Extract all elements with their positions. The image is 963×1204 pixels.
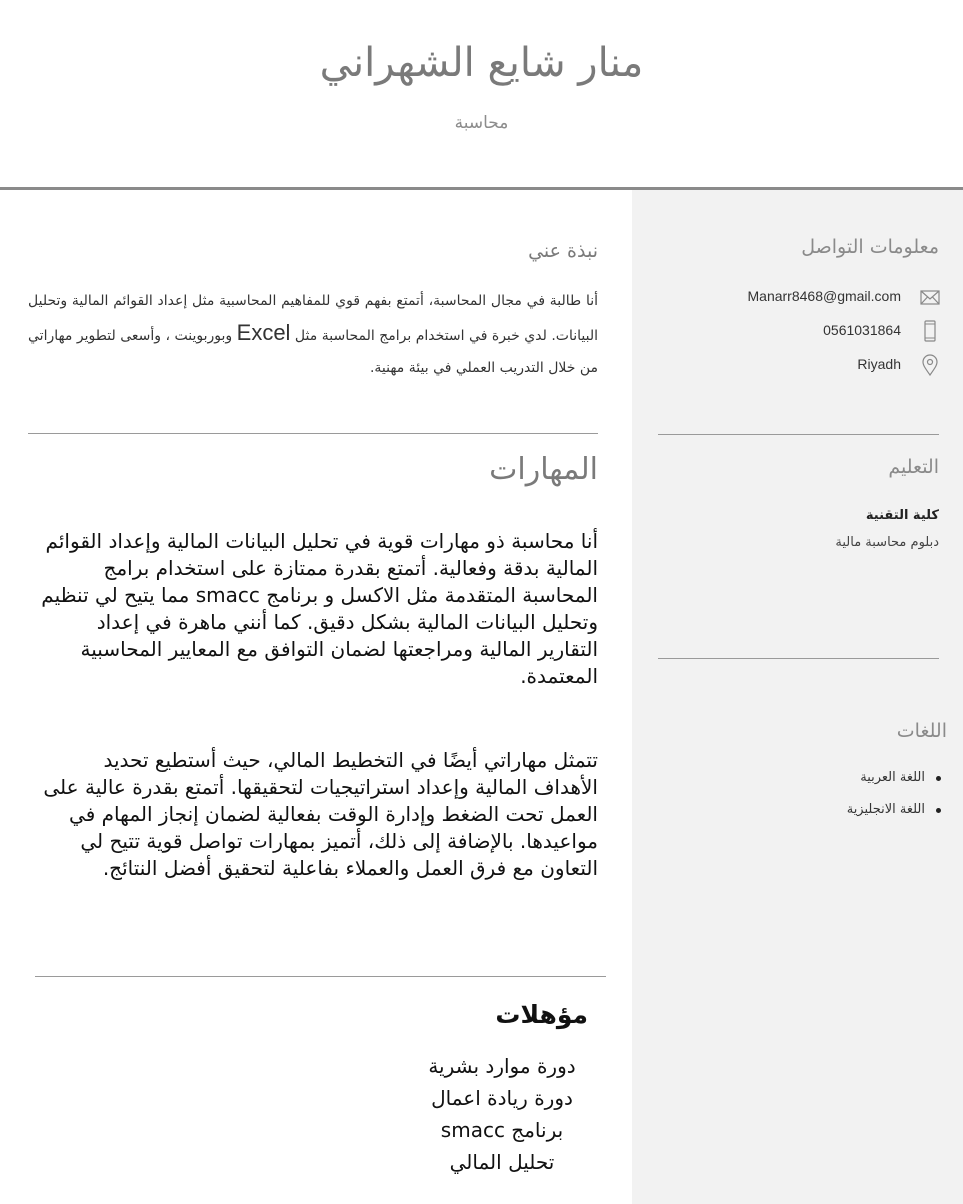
education-school: كلية التقنية	[865, 508, 939, 523]
about-paragraph: أنا طالبة في مجال المحاسبة، أتمتع بفهم قوي للمفاهيم المحاسبية مثل إعداد القوائم المالية وتحليل البيانات. لدي خبرة في استخدام برامج المحاسبة مثل Excel وبوربوينت ، وأسعى لتطوير مهاراتي من خلال التدريب العملي في بيئة مهنية.	[28, 293, 598, 376]
about-heading: نبذة عني	[528, 240, 598, 262]
languages-list	[847, 770, 943, 834]
sidebar-divider	[658, 658, 939, 659]
qualification-item: برنامج smacc	[440, 1118, 564, 1142]
sidebar-divider	[658, 434, 939, 435]
email-text[interactable]: Manarr8468@gmail.com	[747, 288, 901, 304]
section-divider	[28, 433, 598, 434]
phone-icon	[919, 320, 941, 342]
sidebar	[632, 190, 963, 1204]
qualifications-list	[402, 1050, 602, 1178]
job-title: محاسبة	[454, 113, 509, 133]
education-heading: التعليم	[888, 456, 939, 478]
contact-email-row	[683, 286, 943, 310]
qualifications-heading: مؤهلات	[495, 1000, 588, 1029]
language-item: اللغة الانجليزية	[847, 802, 943, 834]
qualification-item: دورة موارد بشرية	[428, 1054, 576, 1078]
location-text: Riyadh	[857, 356, 901, 372]
person-name: منار شايع الشهراني	[319, 40, 644, 86]
education-degree: دبلوم محاسبة مالية	[835, 535, 939, 550]
skills-paragraph: تتمثل مهاراتي أيضًا في التخطيط المالي، حيث أستطيع تحديد الأهداف المالية وإعداد استراتيجيات لتحقيقها. أتمتع بقدرة عالية على العمل تحت الضغط وإدارة الوقت بفعالية لضمان إنجاز المهام في مواعيدها. بالإضافة إلى ذلك، أتميز بمهارات تواصل قوية تتيح لي التعاون مع فرق العمل والعملاء بفاعلية لتحقيق أفضل النتائج.	[43, 748, 598, 880]
skills-paragraph: أنا محاسبة ذو مهارات قوية في تحليل البيانات المالية وإعداد القوائم المالية بدقة وفعالية. أتمتع بقدرة ممتازة على استخدام برامج المحاسبة المتقدمة مثل الاكسل و برنامج smacc مما يتيح لي تنظيم وتحليل البيانات المالية بشكل دقيق. كما أنني ماهرة في إعداد التقارير المالية ومراجعتها لضمان التوافق مع المعايير المحاسبية المعتمدة.	[41, 529, 598, 688]
resume-header	[0, 0, 963, 190]
contact-heading: معلومات التواصل	[801, 236, 939, 258]
location-pin-icon	[919, 354, 941, 376]
phone-text[interactable]: 0561031864	[823, 322, 901, 338]
contact-location-row	[683, 354, 943, 378]
contact-phone-row	[683, 320, 943, 344]
languages-heading: اللغات	[896, 720, 947, 742]
skills-heading: المهارات	[489, 452, 598, 487]
section-divider	[35, 976, 606, 977]
envelope-icon	[919, 286, 941, 308]
language-item: اللغة العربية	[847, 770, 943, 802]
qualification-item: تحليل المالي	[449, 1150, 555, 1174]
qualification-item: دورة ريادة اعمال	[431, 1086, 573, 1110]
main-content	[0, 190, 632, 1204]
